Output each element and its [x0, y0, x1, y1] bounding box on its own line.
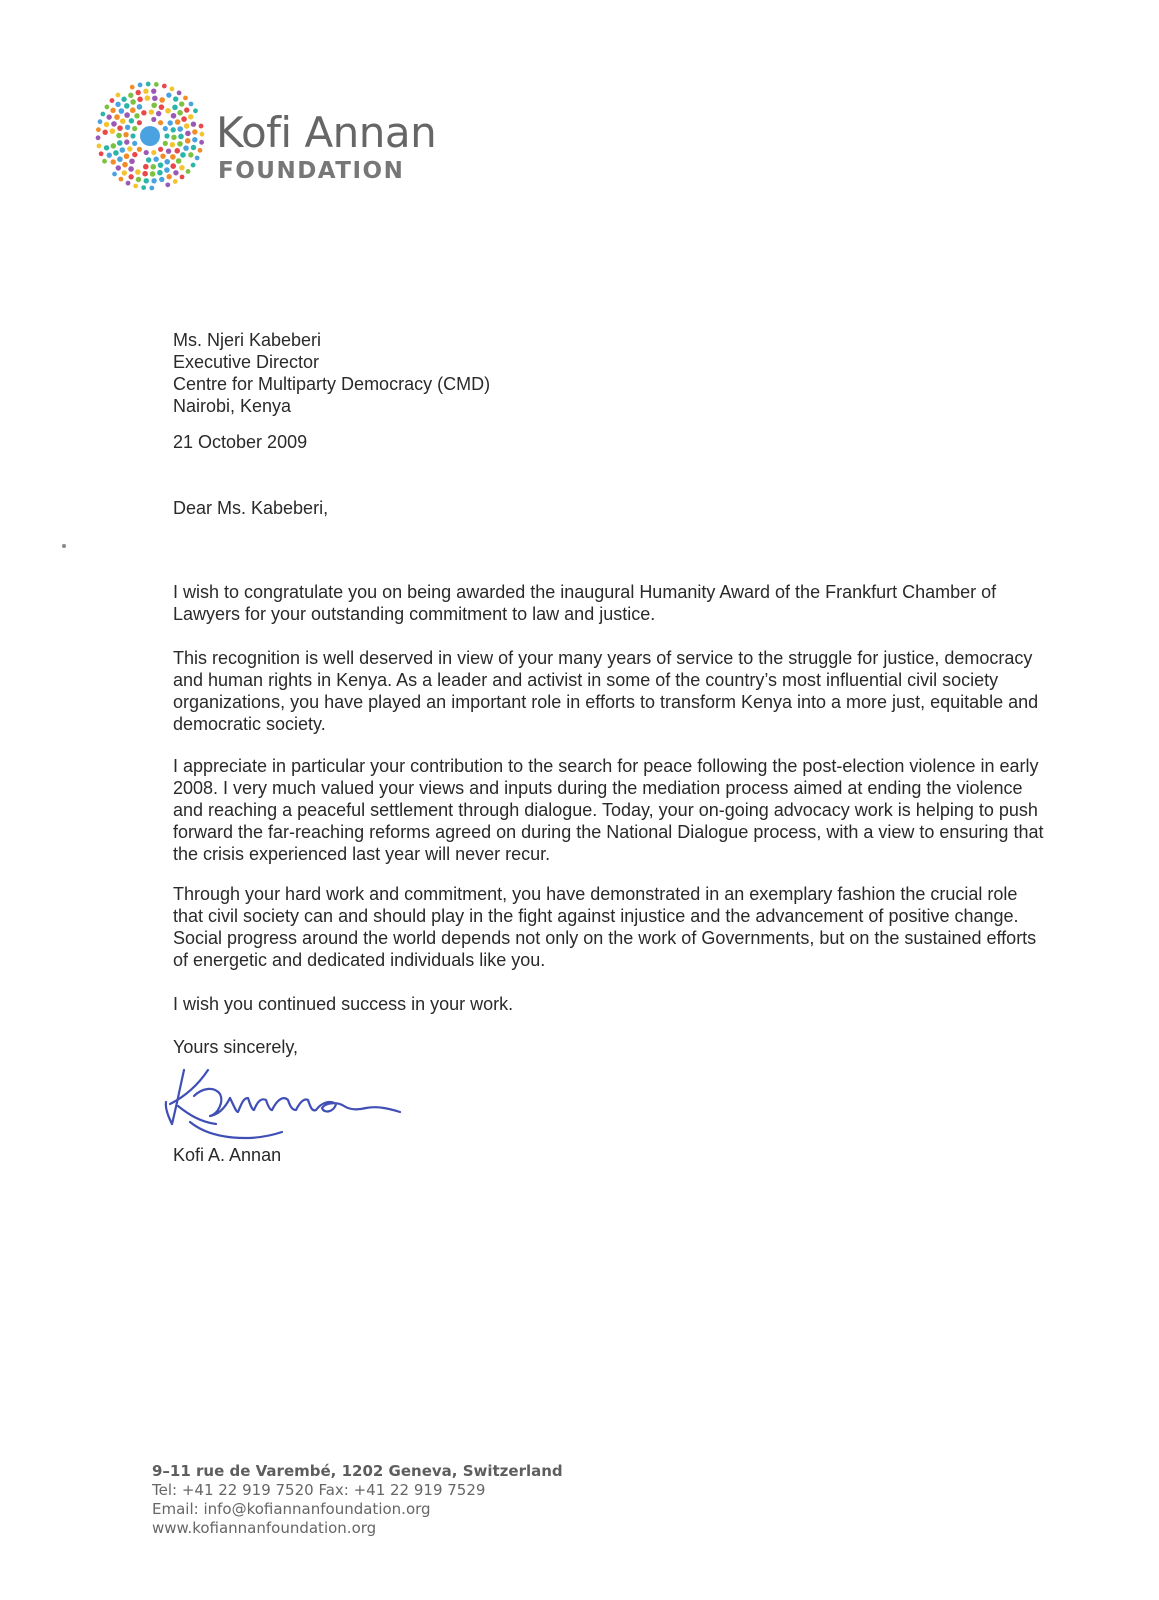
logo-dot [179, 165, 184, 170]
logo-dot [144, 178, 149, 183]
logo-dot [177, 90, 182, 95]
logo-dot [163, 126, 168, 131]
logo-dot [173, 179, 178, 184]
logo-dot [167, 120, 172, 125]
recipient-name: Ms. Njeri Kabeberi [173, 330, 322, 350]
handwritten-signature-icon [162, 1058, 412, 1148]
logo-dot [158, 147, 163, 152]
logo-dot [136, 90, 141, 95]
logo-dot [146, 157, 151, 162]
logo-dot [176, 158, 182, 164]
logo-dot [97, 144, 102, 149]
logo-dot [124, 139, 129, 144]
logo-dot [143, 88, 148, 93]
logo-dot [189, 102, 194, 107]
logo-dot [164, 159, 170, 165]
logo-dot [198, 148, 203, 153]
footer-website[interactable]: www.kofiannanfoundation.org [152, 1519, 377, 1537]
logo-title: Kofi Annan [216, 108, 437, 157]
logo-dot [137, 120, 142, 125]
logo-dot [112, 172, 117, 177]
logo-dot [199, 124, 204, 129]
logo-dot [124, 112, 130, 118]
logo-dot [177, 126, 183, 132]
logo-dot [111, 159, 116, 164]
logo-dot [183, 96, 188, 101]
logo-dot [151, 102, 157, 108]
logo-center-dot [140, 126, 160, 146]
logo-dot [141, 185, 146, 190]
footer-email[interactable]: Email: info@kofiannanfoundation.org [152, 1500, 431, 1518]
logo-dot [163, 141, 168, 146]
logo-dot [184, 107, 189, 112]
logo-dot [171, 127, 176, 132]
logo-dot [170, 86, 175, 91]
logo-dot [130, 85, 135, 90]
logo-dot [106, 114, 111, 119]
logo-dot [145, 95, 151, 101]
logo-dot [170, 154, 176, 160]
logo-dot [121, 97, 126, 102]
footer-address: 9–11 rue de Varembé, 1202 Geneva, Switzerland [152, 1462, 563, 1480]
logo-dot [137, 97, 143, 103]
logo-dot [152, 96, 158, 102]
logo-dot [100, 112, 105, 117]
logo-dot [122, 170, 127, 175]
logo-dot [166, 174, 171, 179]
recipient-title: Executive Director [173, 352, 320, 372]
logo-dot [170, 142, 175, 147]
logo-dot [141, 110, 146, 115]
logo-dot [186, 169, 191, 174]
logo-dot [193, 108, 198, 113]
logo-dot [153, 157, 158, 162]
logo-dot [151, 88, 156, 93]
logo-dot [200, 132, 205, 137]
logo-dot [160, 153, 165, 158]
logo-dot [110, 128, 116, 134]
logo-dot [158, 162, 164, 168]
logo-dot [136, 177, 141, 182]
logo-dot [130, 133, 135, 138]
logo-dot [180, 175, 185, 180]
logo-dot [113, 150, 119, 156]
logo-dot [98, 119, 103, 124]
logo-dot [116, 165, 121, 170]
logo-dot [174, 148, 180, 154]
paragraph-congratulations: I wish to congratulate you on being awarded the inaugural Humanity Award of the Frankfurt Chamber of Lawyers for your outstanding commitment to law and justice. [173, 582, 997, 624]
logo-subtitle: FOUNDATION [218, 158, 405, 184]
logo-dot [191, 122, 196, 127]
logo-dot [132, 126, 137, 131]
logo-dot [130, 99, 136, 105]
logo-dot [110, 108, 115, 113]
salutation: Dear Ms. Kabeberi, [173, 498, 329, 518]
paragraph-recognition: This recognition is well deserved in view of your many years of service to the struggle for justice, democracy and human rights in Kenya. As a leader and activist in some of the country’s most influential civil society organizations, you have played an important role in efforts to transform Kenya into a more just, equitable and democratic society. [173, 648, 1039, 734]
logo-dot [185, 138, 191, 144]
logo-dot [117, 140, 123, 146]
letterhead-footer [152, 1462, 563, 1538]
logo-dot [158, 120, 163, 125]
logo-dot [170, 163, 176, 169]
logo-dot [119, 177, 124, 182]
logo-dot [116, 133, 122, 139]
logo-dot [132, 141, 137, 146]
logo-dot [192, 137, 197, 142]
logo-dot [183, 145, 189, 151]
logo-dot [171, 113, 177, 119]
logo-dot [123, 132, 128, 137]
logo-dot [151, 117, 156, 122]
letter-date: 21 October 2009 [173, 432, 308, 452]
logo-dot [146, 82, 151, 87]
logo-dot [151, 178, 156, 183]
logo-dot [132, 152, 137, 157]
logo-dot [166, 92, 171, 97]
recipient-organization: Centre for Multiparty Democracy (CMD) [173, 374, 491, 394]
logo-dot [177, 141, 183, 147]
logo-dot [102, 130, 107, 135]
logo-dot [124, 103, 130, 109]
logo-dot [172, 105, 178, 111]
logo-dot [114, 114, 120, 120]
logo-dot [144, 150, 149, 155]
logo-dot [104, 145, 109, 150]
logo-dot [149, 186, 154, 191]
logo-dot [99, 151, 104, 156]
logo-dot [151, 150, 156, 155]
logo-dot [143, 164, 149, 170]
logo-dot [138, 83, 143, 88]
logo-dot [191, 163, 196, 168]
logo-dot [150, 164, 156, 170]
scan-speck [62, 544, 66, 548]
logo-dot [128, 166, 134, 172]
logo-dot [129, 158, 135, 164]
logo-dot [115, 102, 120, 107]
logo-dot [162, 84, 167, 89]
logo-dot [173, 170, 178, 175]
logo-dot [179, 101, 184, 106]
logo-dot [122, 162, 128, 168]
logo-dot [165, 182, 170, 187]
logo-dot [154, 82, 159, 87]
logo-dot [165, 108, 171, 114]
logo-dot [177, 110, 183, 116]
paragraph-peace-contribution: I appreciate in particular your contribution to the search for peace following the post-election violence in early 2008. I very much valued your views and inputs during the mediation process aimed at ending the violence and reaching a peaceful settlement through dialogue. Today, your on-going advocacy work is helping to push forward the far-reaching reforms agreed on during the National Dialogue process, with a view to ensuring that the crisis experienced last year will never recur. [173, 756, 1044, 864]
logo-dot [159, 177, 164, 182]
logo-dot [137, 147, 142, 152]
logo-dot [199, 140, 204, 145]
logo-dot [137, 104, 143, 110]
logo-dot [125, 125, 130, 130]
logo-dot [116, 93, 121, 98]
footer-phones: Tel: +41 22 919 7520 Fax: +41 22 919 7529 [152, 1481, 486, 1499]
logo-dot [191, 145, 196, 150]
logo-dot [124, 153, 130, 159]
logo-dot [164, 167, 170, 173]
logo-dot [192, 129, 197, 134]
logo-dot [184, 123, 190, 129]
logo-dot [180, 152, 186, 158]
logo-dot [185, 131, 191, 137]
logo-dot [120, 118, 126, 124]
dotted-sunburst-logo-icon [94, 80, 206, 192]
logo-dot [150, 171, 156, 177]
logo-dot [129, 118, 134, 123]
paragraph-civil-society: Through your hard work and commitment, you have demonstrated in an exemplary fashion the crucial role that civil society can and should play in the fight against injustice and the advancement of positive change. Social progress around the world depends not only on the work of Governments, but on the sustained efforts of energetic and dedicated individuals like you. [173, 884, 1037, 970]
logo-dot [104, 105, 109, 110]
logo-dot [178, 134, 184, 140]
logo-dot [130, 107, 136, 113]
logo-dot [107, 152, 112, 157]
logo-dot [159, 97, 165, 103]
logo-dot [142, 171, 148, 177]
logo-dot [173, 96, 178, 101]
logo-dot [102, 159, 107, 164]
logo-dot [111, 121, 117, 127]
logo-dot [110, 98, 115, 103]
logo-dot [156, 111, 161, 116]
logo-dot [119, 108, 125, 114]
logo-dot [166, 148, 171, 153]
logo-dot [120, 147, 126, 153]
logo-dot [127, 146, 132, 151]
closing: Yours sincerely, [173, 1037, 299, 1057]
logo-dot [157, 170, 163, 176]
logo-dot [181, 116, 187, 122]
logo-dot [117, 125, 123, 131]
paragraph-wishes: I wish you continued success in your work. [173, 994, 514, 1014]
logo-dot [195, 156, 200, 161]
logo-dot [126, 181, 131, 186]
logo-dot [133, 184, 138, 189]
logo-dot [149, 109, 154, 114]
logo-dot [175, 119, 181, 125]
logo-dot [135, 169, 141, 175]
recipient-location: Nairobi, Kenya [173, 396, 292, 416]
logo-dot [96, 135, 101, 140]
logo-dot [159, 104, 165, 110]
logo-dot [128, 174, 133, 179]
logo-dot [188, 152, 193, 157]
recipient-address [173, 329, 490, 417]
signer-name: Kofi A. Annan [173, 1145, 282, 1165]
logo-dot [171, 135, 176, 140]
logo-dot [188, 114, 193, 119]
logo-dot [96, 127, 101, 132]
logo-dot [111, 143, 117, 149]
logo-dot [104, 122, 109, 127]
logo-dot [117, 156, 123, 162]
logo-dot [128, 93, 133, 98]
logo-dot [164, 133, 169, 138]
logo-dot [134, 113, 139, 118]
